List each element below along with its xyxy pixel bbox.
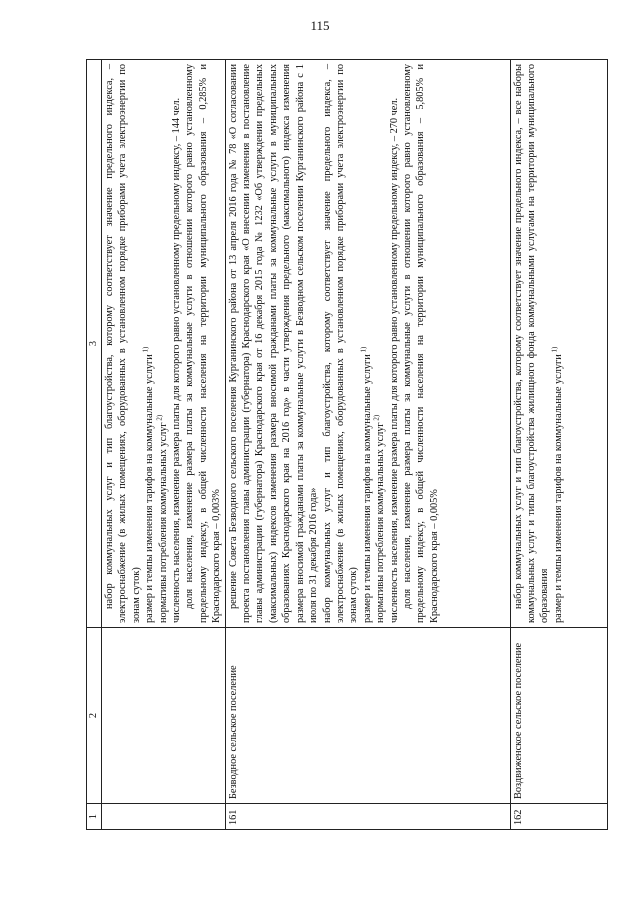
municipal-index-table [86,59,608,830]
footnote-marker: 2) [155,414,164,423]
header-col-3: 3 [87,60,102,628]
row-description-cell [102,60,226,628]
row-number-cell: 162 [510,804,607,830]
header-col-2: 2 [87,628,102,804]
description-paragraph: набор коммунальных услуг и тип благоустройства, которому соответствует значение предельного индекса, – все наборы коммунальных услуг и типы благоустройства жилищного фонда коммунальными услугами на территории муниципального образования [512,64,551,623]
table-row [510,60,607,830]
footnote-marker: 1) [141,346,150,355]
rotated-table-frame [86,60,608,830]
footnote-marker: 1) [359,346,368,355]
header-col-1: 1 [87,804,102,830]
description-paragraph: численность населения, изменение размера платы для которого равно установленному предельному индексу, – 270 чел. [388,97,400,623]
description-paragraph: размер и темпы изменения тарифов на коммунальные услуги $^{1)}$ [141,346,156,623]
row-description-cell [510,60,607,628]
description-paragraph: размер и темпы изменения тарифов на коммунальные услуги $^{1)}$ [359,346,373,623]
description-paragraph: решение Совета Безводного сельского поселения Курганинского района от 13 апреля 2016 года № 78 «О согласовании проекта постановления главы администрации (губернатора) Краснодарского края «О внесении изменения в постановление главы администрации (губернатора) Краснодарского края от 16 декабря 2015 года № 1232 «Об утверждении предельных (максимальных) индексов изменения размера вносимой гражданами платы за коммунальные услуги в муниципальных образованиях Краснодарского края на 2016 год» в части утверждения предельного (максимального) индекса изменения размера вносимой гражданами платы за коммунальные услуги в Безводном сельском поселении Курганинского района с 1 июля по 31 декабря 2016 года» [227,64,320,623]
table-row [225,60,510,830]
table-header-row [87,60,102,830]
row-number-cell: 161 [225,804,510,830]
municipality-name-cell: Безводное сельское поселение [225,628,510,804]
footnote-marker: 1) [550,346,559,355]
description-paragraph: нормативы потребления коммунальных услуг $^{2)}$ [372,414,387,623]
description-paragraph: доля населения, изменение размера платы за коммунальные услуги в отношении которого равно установленному предельному индексу, в общей численности населения на территории муниципального образования – 0,285% и Краснодарского края – 0,003% [184,64,223,623]
description-paragraph: набор коммунальных услуг и тип благоустройства, которому соответствует значение предельного индекса, – электроснабжение (в жилых помещениях, оборудованных в установленном порядке приборами учета электроэнергии по зонам суток) [104,64,142,623]
description-paragraph: доля населения, изменение размера платы за коммунальные услуги в отношении которого равно установленному предельному индексу, в общей численности населения на территории муниципального образования – 5,805% и Краснодарского края – 0,005% [401,64,440,623]
description-paragraph: нормативы потребления коммунальных услуг $^{2)}$ [155,414,169,623]
table-row-continuation [102,60,226,830]
row-number-cell [102,804,226,830]
description-paragraph: набор коммунальных услуг и тип благоустройства, которому соответствует значение предельного индекса, – электроснабжение (в жилых помещениях, оборудованных в установленном порядке приборами учета электроэнергии по зонам суток) [321,64,360,623]
municipality-name-cell [102,628,226,804]
page-number: 115 [310,18,330,33]
row-description-cell [225,60,510,628]
footnote-marker: 2) [372,414,381,423]
description-paragraph: численность населения, изменение размера платы для которого равно установленному предельному индексу, – 144 чел. [171,97,183,623]
municipality-name-cell: Воздвиженское сельское поселение [510,628,607,804]
rotated-table-container [86,60,608,830]
description-paragraph: размер и темпы изменения тарифов на коммунальные услуги $^{1)}$ [550,346,564,623]
